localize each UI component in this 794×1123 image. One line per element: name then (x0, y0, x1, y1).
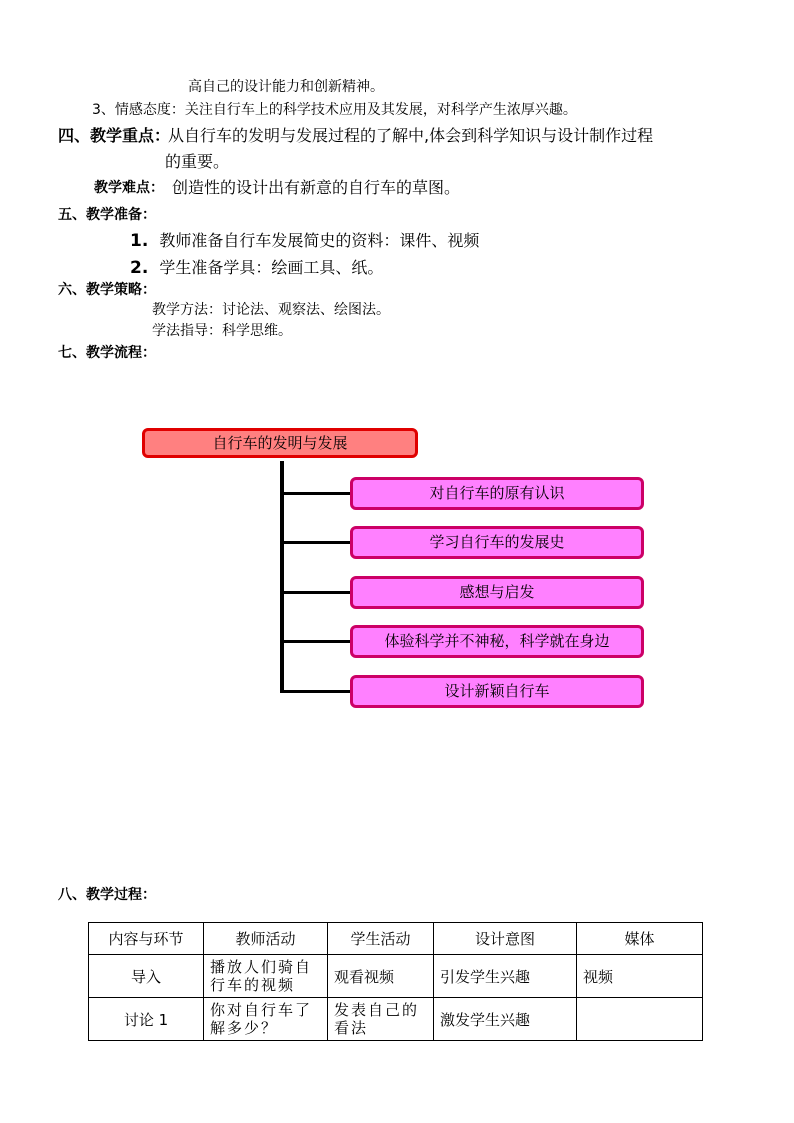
preparation-item-number: 1. (130, 231, 149, 251)
flowchart-connector (282, 541, 352, 544)
learning-guidance: 学法指导：科学思维。 (152, 323, 292, 339)
table-cell: 讨论 1 (89, 998, 204, 1041)
key-point-text-continued: 的重要。 (165, 152, 230, 171)
flow-label: 七、教学流程： (58, 345, 156, 361)
key-point-label: 四、教学重点： (58, 126, 171, 145)
table-cell: 观看视频 (328, 955, 434, 998)
table-header-row (89, 923, 703, 955)
strategy-label: 六、教学策略： (58, 282, 156, 298)
preparation-item-text: 教师准备自行车发展简史的资料：课件、视频 (159, 231, 480, 250)
table-header-cell: 内容与环节 (89, 923, 204, 955)
flowchart-root: 自行车的发明与发展 (142, 428, 418, 458)
flowchart-step: 对自行车的原有认识 (350, 477, 644, 510)
table-cell: 你对自行车了解多少？ (204, 998, 328, 1041)
flowchart-connector (282, 640, 352, 643)
table-header-cell: 媒体 (577, 923, 703, 955)
flowchart-step: 感想与启发 (350, 576, 644, 609)
table-cell: 导入 (89, 955, 204, 998)
process-table (88, 922, 703, 1041)
table-cell: 发表自己的看法 (328, 998, 434, 1041)
objective-emotion: 3、情感态度：关注自行车上的科学技术应用及其发展，对科学产生浓厚兴趣。 (92, 102, 577, 118)
preparation-item (130, 255, 383, 278)
flowchart-trunk (280, 461, 284, 693)
preparation-item-number: 2. (130, 258, 149, 278)
table-header-cell: 教师活动 (204, 923, 328, 955)
flowchart-step: 学习自行车的发展史 (350, 526, 644, 559)
flowchart-connector (282, 591, 352, 594)
flowchart-connector (282, 492, 352, 495)
flowchart-connector (282, 690, 352, 693)
preparation-item-text: 学生准备学具：绘画工具、纸。 (159, 258, 384, 277)
preparation-label: 五、教学准备： (58, 207, 156, 223)
flowchart-step: 设计新颖自行车 (350, 675, 644, 708)
table-row (89, 955, 703, 998)
table-header-cell: 设计意图 (434, 923, 577, 955)
difficulty-label: 教学难点： (94, 180, 164, 196)
process-label: 八、教学过程： (58, 887, 156, 903)
table-cell: 引发学生兴趣 (434, 955, 577, 998)
table-cell: 视频 (577, 955, 703, 998)
preparation-item (130, 228, 479, 251)
objective-continuation: 高自己的设计能力和创新精神。 (188, 79, 384, 95)
table-cell: 激发学生兴趣 (434, 998, 577, 1041)
table-cell: 播放人们骑自行车的视频 (204, 955, 328, 998)
flowchart-step: 体验科学并不神秘，科学就在身边 (350, 625, 644, 658)
teaching-method: 教学方法：讨论法、观察法、绘图法。 (152, 302, 390, 318)
table-header-cell: 学生活动 (328, 923, 434, 955)
table-cell (577, 998, 703, 1041)
difficulty-text: 创造性的设计出有新意的自行车的草图。 (172, 178, 461, 197)
table-row (89, 998, 703, 1041)
key-point-text: 从自行车的发明与发展过程的了解中,体会到科学知识与设计制作过程 (168, 126, 654, 145)
